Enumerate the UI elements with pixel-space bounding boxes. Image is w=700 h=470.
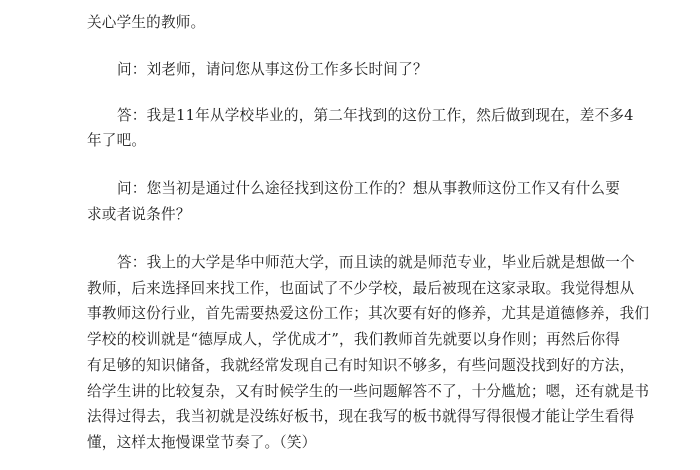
question-2-line-2: 求或者说条件？ (87, 206, 191, 223)
text-line-1: 关心学生的教师。 (87, 14, 206, 31)
answer-2-line-4: 学校的校训就是“德厚成人，学优成才”，我们教师首先就要以身作则；再然后你得 (87, 331, 621, 348)
answer-2-line-6: 给学生讲的比较复杂，又有时候学生的一些问题解答不了，十分尴尬；嗯，还有就是书 (87, 383, 650, 400)
question-1: 问：刘老师，请问您从事这份工作多长时间了？ (117, 61, 428, 78)
answer-2-line-2: 教师，后来选择回来找工作，也面试了不少学校，最后被现在这家录取。我觉得想从 (87, 280, 635, 297)
answer-2-line-8: 懂，这样太拖慢课堂节奏了。（笑） (87, 434, 317, 451)
answer-2-line-3: 事教师这份行业，首先需要热爱这份工作；其次要有好的修养，尤其是道德修养，我们 (87, 305, 650, 322)
answer-2-line-1: 答：我上的大学是华中师范大学，而且读的就是师范专业，毕业后就是想做一个 (117, 254, 635, 271)
question-2-line-1: 问：您当初是通过什么途径找到这份工作的？想从事教师这份工作又有什么要 (117, 180, 620, 197)
answer-1-line-1: 答：我是11年从学校毕业的，第二年找到的这份工作，然后做到现在，差不多4 (117, 107, 634, 124)
answer-2-line-5: 有足够的知识储备，我就经常发现自己有时知识不够多，有些问题没找到好的方法， (87, 357, 635, 374)
answer-2-line-7: 法得过得去，我当初就是没练好板书，现在我写的板书就得写得很慢才能让学生看得 (87, 408, 635, 425)
answer-1-line-2: 年了吧。 (87, 132, 147, 149)
